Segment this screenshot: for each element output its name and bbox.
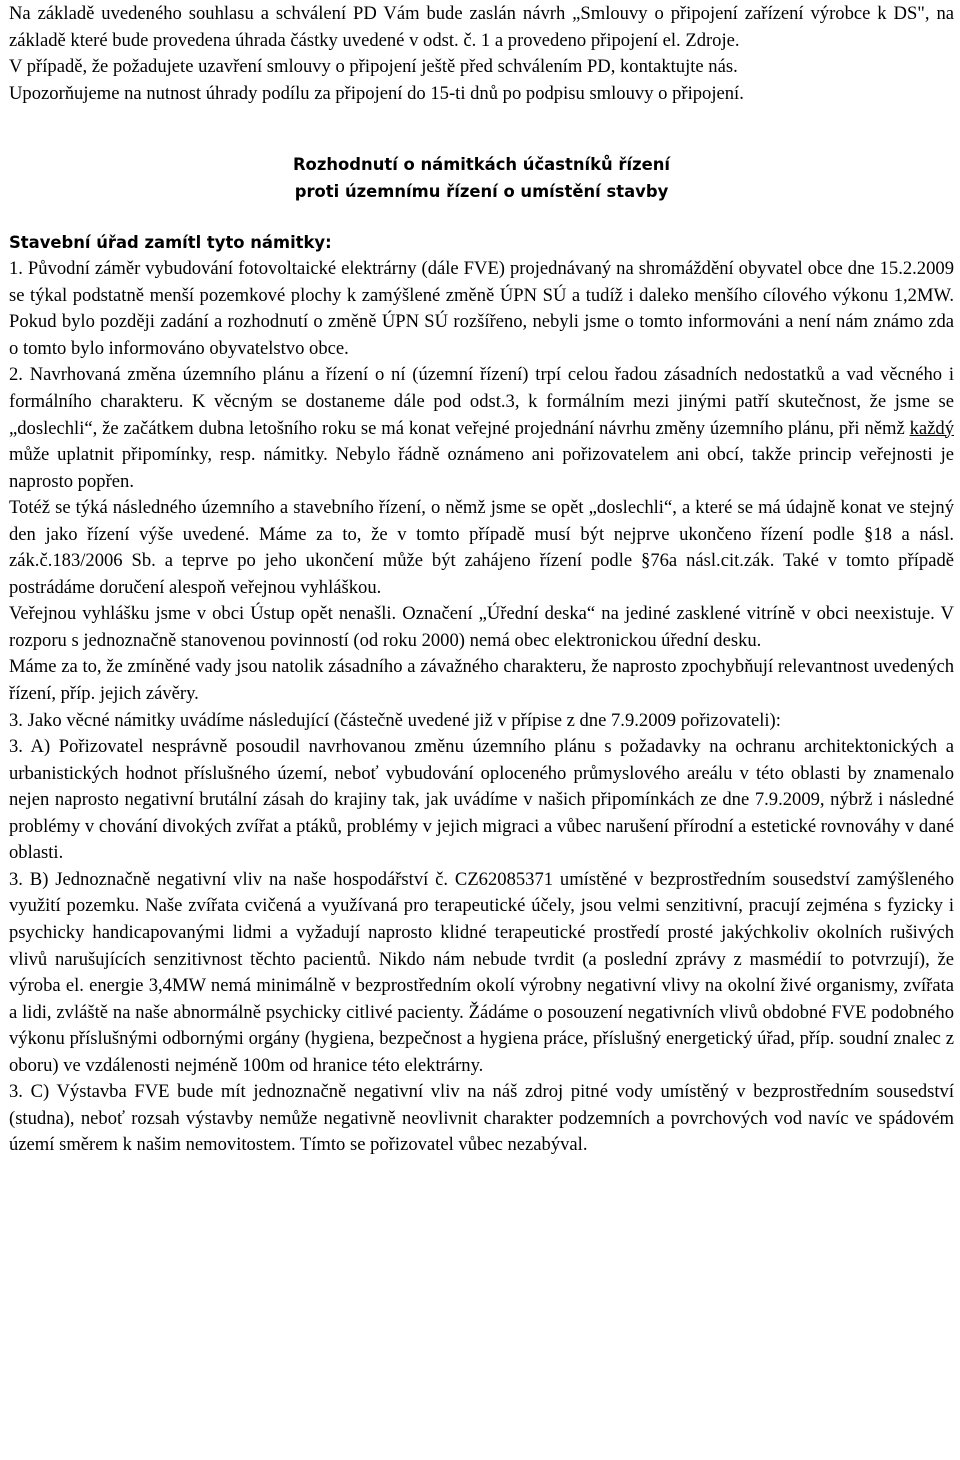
intro-paragraph-3: Upozorňujeme na nutnost úhrady podílu za připojení do 15-ti dnů po podpisu smlouvy o připojení. xyxy=(9,82,744,104)
decision-heading xyxy=(9,152,954,206)
objection-paragraph-3: Totéž se týká následného územního a stavebního řízení, o němž jsme se opět „doslechli“, a které se má údajně konat ve stejný den jako řízení výše uvedené. Máme za to, že v tomto případě musí být nejprve ukončeno řízení podle §18 a násl. zák.č.183/2006 Sb. a teprve po jeho ukončení může být zahájeno řízení podle §76a násl.cit.zák. Také v tomto případě postrádáme doručení alespoň veřejnou vyhláškou. xyxy=(9,497,954,598)
objection-paragraph-2-end: může uplatnit připomínky, resp. námitky. Nebylo řádně oznámeno ani pořizovatelem ani obcí, takže princip veřejnosti je naprosto popřen. xyxy=(9,444,954,492)
objection-paragraph-5: Máme za to, že zmíněné vady jsou natolik zásadního a závažného charakteru, že naprosto zpochybňují relevantnost uvedených řízení, příp. jejich závěry. xyxy=(9,656,954,705)
objection-paragraph-4: Veřejnou vyhlášku jsme v obci Ústup opět nenašli. Označení „Úřední deska“ na jediné zasklené vitríně v obci neexistuje. V rozporu s jednoznačně stanovenou povinností (od roku 2000) nemá obec elektronickou úřední desku. xyxy=(9,603,954,651)
decision-heading-line-1: Rozhodnutí o námitkách účastníků řízení xyxy=(292,155,671,175)
underlined-word: každý xyxy=(909,417,954,439)
intro-paragraph-2: V případě, že požadujete uzavření smlouvy o připojení ještě před schválením PD, kontaktujte nás. xyxy=(9,56,738,78)
objection-paragraph-6: 3. Jako věcné námitky uvádíme následující (částečně uvedené již v přípise z dne 7.9.2009 pořizovateli): xyxy=(9,709,781,731)
objections-body xyxy=(9,256,954,1159)
objection-paragraph-3c: 3. C) Výstavba FVE bude mít jednoznačně negativní vliv na náš zdroj pitné vody umístěný v bezprostředním sousedství (studna), neboť rozsah výstavby nemůže negativně neovlivnit charakter podzemních a povrchových vod navíc ve spádovém území směrem k našim nemovitostem. Tímto se pořizovatel vůbec nezabýval. xyxy=(9,1081,954,1156)
rejected-objections-subheading: Stavební úřad zamítl tyto námitky: xyxy=(9,232,332,252)
objection-paragraph-3a: 3. A) Pořizovatel nesprávně posoudil navrhovanou změnu územního plánu s požadavky na ochranu architektonických a urbanistických hodnot příslušného území, neboť vybudování oploceného průmyslového areálu v této oblasti by znamenalo nejen naprosto negativní brutální zásah do krajiny tak, jak uvádíme v našich připomínkách ze dne 7.9.2009, nýbrž i následné problémy v chování divokých zvířat a ptáků, problémy v jejich migraci a vůbec narušení přírodní a estetické rovnováhy v dané oblasti. xyxy=(9,736,954,864)
intro-paragraph-1: Na základě uvedeného souhlasu a schválení PD Vám bude zaslán návrh „Smlouvy o připojení zařízení výrobce k DS", na základě které bude provedena úhrada částky uvedené v odst. č. 1 a provedeno připojení el. Zdroje. xyxy=(9,3,954,51)
objection-paragraph-2 xyxy=(9,362,954,495)
objection-paragraph-3b: 3. B) Jednoznačně negativní vliv na naše hospodářství č. CZ62085371 umístěné v bezprostředním sousedství zamýšleného využití pozemku. Naše zvířata cvičená a využívaná pro terapeutické účely, jsou velmi senzitivní, pracují zejména s fyzicky i psychicky handicapovanými lidmi a vyžadují naprosto klidné terapeutické prostředí prosté jakýchkoliv okolních rušivých vlivů narušujících senzitivnost těchto pacientů. Nikdo nám nebude tvrdit (a poslední zprávy z masmédií to potvrzují), že výroba el. energie 3,4MW nemá minimálně v bezprostředním okolí výrobny negativní vlivy na okolní živé organismy, zvířata a lidi, zvláště na naše abnormálně psychicky citlivé pacienty. Žádáme o posouzení negativních vlivů obdobné FVE podobného výkonu příslušnými odbornými orgány (hygiena, bezpečnost a hygiena práce, příslušný energetický úřad, příp. soudní znalec z oboru) ve vzdálenosti nejméně 100m od hranice této elektrárny. xyxy=(9,868,954,1076)
decision-heading-line-2: proti územnímu řízení o umístění stavby xyxy=(294,181,669,201)
objection-paragraph-1: 1. Původní záměr vybudování fotovoltaické elektrárny (dále FVE) projednávaný na shromáždění obyvatel obce dne 15.2.2009 se týkal podstatně menší pozemkové plochy k zamýšlené změně ÚPN SÚ a tudíž i daleko menšího cílového výkonu 1,2MW. Pokud bylo později zadání a rozhodnutí o změně ÚPN SÚ rozšířeno, nebyli jsme o tomto informováni a není nám známo zda o tomto bylo informováno obyvatelstvo obce. xyxy=(9,258,954,359)
objection-paragraph-2-start: 2. Navrhovaná změna územního plánu a řízení o ní (územní řízení) trpí celou řadou zásadních nedostatků a vad věcného i formálního charakteru. K věcným se dostaneme dále pod odst.3, k formálním mezi jinými patří skutečnost, že jsme se „doslechli“, že začátkem dubna letošního roku se má konat veřejné projednání návrhu změny územního plánu, při němž xyxy=(9,364,954,439)
intro-section xyxy=(9,0,954,107)
